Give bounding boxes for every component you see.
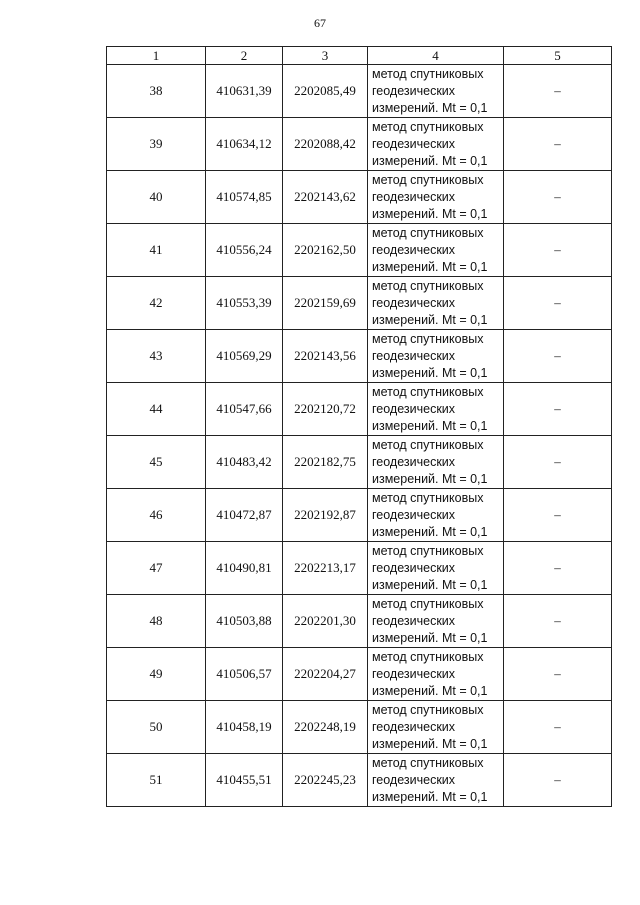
method-cell bbox=[368, 489, 504, 542]
coordinate-y: 2202248,19 bbox=[283, 701, 368, 754]
point-number: 49 bbox=[107, 648, 206, 701]
method-line: геодезических bbox=[372, 136, 456, 151]
note-cell: – bbox=[504, 330, 612, 383]
table-row bbox=[107, 65, 612, 118]
point-number: 42 bbox=[107, 277, 206, 330]
table-row bbox=[107, 595, 612, 648]
method-cell bbox=[368, 224, 504, 277]
coordinate-y: 2202201,30 bbox=[283, 595, 368, 648]
coordinate-x: 410556,24 bbox=[206, 224, 283, 277]
method-line: измерений. Mt = 0,1 bbox=[372, 789, 488, 804]
header-cell-3: 3 bbox=[283, 47, 368, 65]
coordinates-table bbox=[106, 46, 612, 807]
page-number: 67 bbox=[314, 16, 326, 30]
method-line: метод спутниковых bbox=[372, 702, 484, 717]
method-line: метод спутниковых bbox=[372, 66, 484, 81]
table-row bbox=[107, 542, 612, 595]
point-number: 39 bbox=[107, 118, 206, 171]
method-line: метод спутниковых bbox=[372, 278, 484, 293]
method-line: геодезических bbox=[372, 772, 456, 787]
coordinate-y: 2202085,49 bbox=[283, 65, 368, 118]
method-line: измерений. Mt = 0,1 bbox=[372, 736, 488, 751]
method-line: метод спутниковых bbox=[372, 437, 484, 452]
point-number: 41 bbox=[107, 224, 206, 277]
note-cell: – bbox=[504, 65, 612, 118]
header-cell-5: 5 bbox=[504, 47, 612, 65]
method-line: метод спутниковых bbox=[372, 384, 484, 399]
method-line: геодезических bbox=[372, 401, 456, 416]
coordinate-x: 410631,39 bbox=[206, 65, 283, 118]
method-line: геодезических bbox=[372, 295, 456, 310]
method-line: измерений. Mt = 0,1 bbox=[372, 683, 488, 698]
point-number: 43 bbox=[107, 330, 206, 383]
method-line: геодезических bbox=[372, 242, 456, 257]
method-cell bbox=[368, 171, 504, 224]
note-cell: – bbox=[504, 436, 612, 489]
note-cell: – bbox=[504, 754, 612, 807]
note-cell: – bbox=[504, 383, 612, 436]
coordinate-x: 410547,66 bbox=[206, 383, 283, 436]
coordinate-y: 2202245,23 bbox=[283, 754, 368, 807]
coordinate-y: 2202120,72 bbox=[283, 383, 368, 436]
coordinate-x: 410569,29 bbox=[206, 330, 283, 383]
method-line: геодезических bbox=[372, 189, 456, 204]
method-line: метод спутниковых bbox=[372, 172, 484, 187]
table-row bbox=[107, 436, 612, 489]
method-line: метод спутниковых bbox=[372, 490, 484, 505]
method-line: измерений. Mt = 0,1 bbox=[372, 577, 488, 592]
coordinate-y: 2202192,87 bbox=[283, 489, 368, 542]
point-number: 44 bbox=[107, 383, 206, 436]
method-cell bbox=[368, 118, 504, 171]
header-cell-1: 1 bbox=[107, 47, 206, 65]
method-line: измерений. Mt = 0,1 bbox=[372, 524, 488, 539]
coordinate-y: 2202182,75 bbox=[283, 436, 368, 489]
method-line: геодезических bbox=[372, 719, 456, 734]
method-line: измерений. Mt = 0,1 bbox=[372, 630, 488, 645]
note-cell: – bbox=[504, 224, 612, 277]
method-cell bbox=[368, 330, 504, 383]
table-header bbox=[107, 47, 612, 65]
method-line: метод спутниковых bbox=[372, 649, 484, 664]
method-line: метод спутниковых bbox=[372, 755, 484, 770]
method-line: метод спутниковых bbox=[372, 596, 484, 611]
coordinate-x: 410458,19 bbox=[206, 701, 283, 754]
note-cell: – bbox=[504, 701, 612, 754]
method-cell bbox=[368, 701, 504, 754]
point-number: 45 bbox=[107, 436, 206, 489]
coordinate-x: 410455,51 bbox=[206, 754, 283, 807]
table-row bbox=[107, 648, 612, 701]
method-line: геодезических bbox=[372, 83, 456, 98]
point-number: 38 bbox=[107, 65, 206, 118]
method-line: геодезических bbox=[372, 348, 456, 363]
method-line: измерений. Mt = 0,1 bbox=[372, 471, 488, 486]
method-cell bbox=[368, 383, 504, 436]
table-row bbox=[107, 383, 612, 436]
point-number: 47 bbox=[107, 542, 206, 595]
method-line: метод спутниковых bbox=[372, 331, 484, 346]
coordinate-x: 410503,88 bbox=[206, 595, 283, 648]
note-cell: – bbox=[504, 118, 612, 171]
table-row bbox=[107, 277, 612, 330]
header-cell-4: 4 bbox=[368, 47, 504, 65]
coordinate-y: 2202143,62 bbox=[283, 171, 368, 224]
method-cell bbox=[368, 436, 504, 489]
method-cell bbox=[368, 648, 504, 701]
coordinate-x: 410483,42 bbox=[206, 436, 283, 489]
method-line: измерений. Mt = 0,1 bbox=[372, 153, 488, 168]
method-line: геодезических bbox=[372, 560, 456, 575]
method-cell bbox=[368, 754, 504, 807]
note-cell: – bbox=[504, 489, 612, 542]
coordinate-x: 410472,87 bbox=[206, 489, 283, 542]
method-line: геодезических bbox=[372, 666, 456, 681]
point-number: 51 bbox=[107, 754, 206, 807]
method-line: измерений. Mt = 0,1 bbox=[372, 365, 488, 380]
coordinate-y: 2202162,50 bbox=[283, 224, 368, 277]
table-row bbox=[107, 118, 612, 171]
note-cell: – bbox=[504, 277, 612, 330]
header-row bbox=[107, 47, 612, 65]
method-line: измерений. Mt = 0,1 bbox=[372, 100, 488, 115]
method-line: метод спутниковых bbox=[372, 543, 484, 558]
point-number: 50 bbox=[107, 701, 206, 754]
coordinate-y: 2202213,17 bbox=[283, 542, 368, 595]
table-row bbox=[107, 224, 612, 277]
method-line: метод спутниковых bbox=[372, 119, 484, 134]
method-line: измерений. Mt = 0,1 bbox=[372, 418, 488, 433]
table-row bbox=[107, 489, 612, 542]
table-row bbox=[107, 754, 612, 807]
method-cell bbox=[368, 542, 504, 595]
method-cell bbox=[368, 595, 504, 648]
method-line: геодезических bbox=[372, 454, 456, 469]
method-cell bbox=[368, 277, 504, 330]
note-cell: – bbox=[504, 648, 612, 701]
note-cell: – bbox=[504, 171, 612, 224]
coordinate-y: 2202204,27 bbox=[283, 648, 368, 701]
coordinate-y: 2202143,56 bbox=[283, 330, 368, 383]
method-line: геодезических bbox=[372, 507, 456, 522]
point-number: 48 bbox=[107, 595, 206, 648]
coordinate-x: 410634,12 bbox=[206, 118, 283, 171]
method-line: измерений. Mt = 0,1 bbox=[372, 206, 488, 221]
coordinate-x: 410553,39 bbox=[206, 277, 283, 330]
table-row bbox=[107, 171, 612, 224]
coordinate-y: 2202088,42 bbox=[283, 118, 368, 171]
header-cell-2: 2 bbox=[206, 47, 283, 65]
coordinate-x: 410574,85 bbox=[206, 171, 283, 224]
note-cell: – bbox=[504, 542, 612, 595]
table-body bbox=[107, 65, 612, 807]
point-number: 40 bbox=[107, 171, 206, 224]
table-row bbox=[107, 701, 612, 754]
method-line: геодезических bbox=[372, 613, 456, 628]
coordinate-x: 410490,81 bbox=[206, 542, 283, 595]
method-line: измерений. Mt = 0,1 bbox=[372, 259, 488, 274]
coordinate-x: 410506,57 bbox=[206, 648, 283, 701]
method-line: метод спутниковых bbox=[372, 225, 484, 240]
note-cell: – bbox=[504, 595, 612, 648]
table-row bbox=[107, 330, 612, 383]
method-cell bbox=[368, 65, 504, 118]
coordinate-y: 2202159,69 bbox=[283, 277, 368, 330]
method-line: измерений. Mt = 0,1 bbox=[372, 312, 488, 327]
point-number: 46 bbox=[107, 489, 206, 542]
